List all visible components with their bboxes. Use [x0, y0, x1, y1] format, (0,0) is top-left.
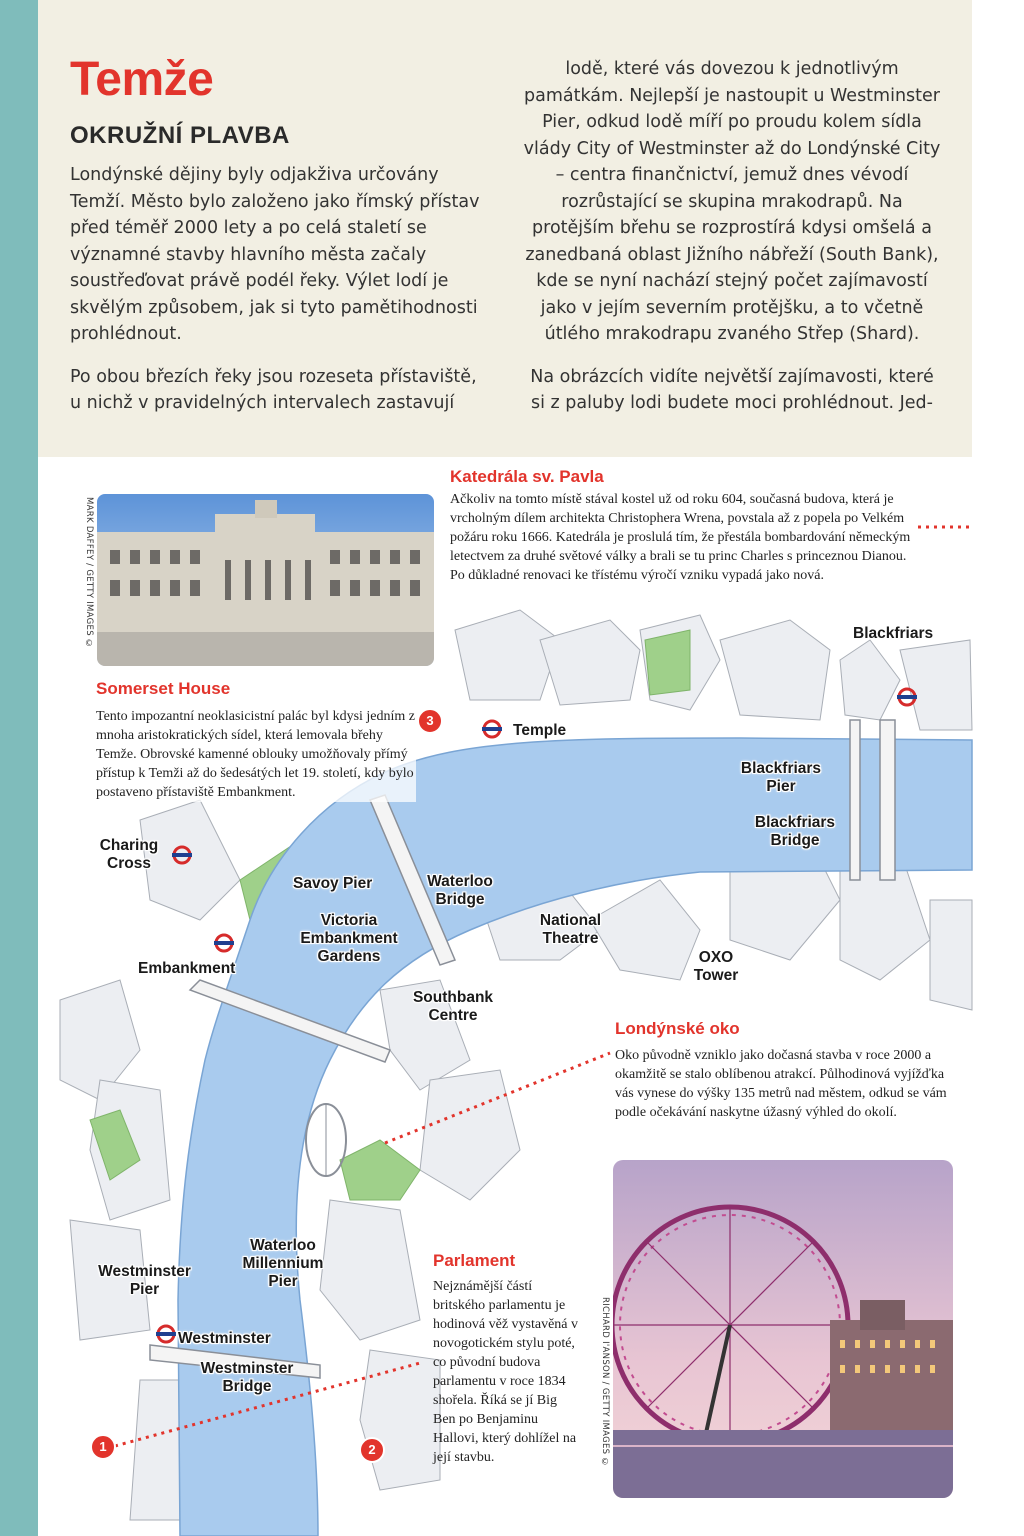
thames-map: [38, 457, 1024, 1536]
section-text-parlament: Nejznámější částí britského parlamentu je hodinová věž vystavěná v novogotickém stylu poté, co původní budova parlamentu v roce 1834 shořela. Říká se jí Big Ben po Benjaminu Hallovi, který dohlížel na její stavbu.: [433, 1279, 579, 1465]
photo-credit-somerset: MARK DAFFEY / GETTY IMAGES ©: [84, 497, 94, 650]
underground-icon: [897, 687, 917, 707]
map-london-eye: [306, 1104, 346, 1176]
marker-2[interactable]: 2: [359, 1437, 385, 1463]
section-title-pavel: Katedrála sv. Pavla: [450, 467, 604, 486]
underground-icon: [172, 845, 192, 865]
somerset-house-photo: [97, 494, 434, 666]
teal-side-bar: [0, 0, 38, 1536]
label-blackfriars-bridge: Blackfriars Bridge: [754, 814, 836, 849]
london-eye-photo: [612, 1160, 953, 1498]
section-text-pavel: Ačkoliv na tomto místě stával kostel už od roku 604, současná budova, která je vrcholným dílem architekta Christophera Wrena, povstala až z popela po Velkém požáru roku 1666. Katedrála je proslulá tím, že přestála bombardování německým letectvem za druhé světové války a brali se tu princ Charles s princeznou Dianou. Po důkladné renovaci ke třístému výročí vzniku vypadá jako nová.: [450, 492, 911, 583]
marker-3[interactable]: 3: [417, 708, 443, 734]
label-waterloo-millennium-pier: Waterloo Millennium Pier: [242, 1237, 324, 1290]
label-charing-cross: Charing Cross: [99, 837, 159, 872]
section-title-parlament: Parlament: [433, 1251, 516, 1270]
page-subtitle: OKRUŽNÍ PLAVBA: [70, 122, 290, 149]
intro-paragraph: Na obrázcích vidíte největší zajímavosti, které si z paluby lodi budete moci prohlédnout. Jed-: [530, 366, 934, 413]
label-blackfriars: Blackfriars: [853, 625, 934, 642]
label-westminster-pier: Westminster Pier: [98, 1263, 191, 1298]
label-waterloo-bridge: Waterloo Bridge: [427, 873, 493, 908]
label-national-theatre: National Theatre: [539, 912, 602, 947]
intro-paragraph: Po obou březích řeky jsou rozeseta přístaviště, u nichž v pravidelných intervalech zastavují: [70, 366, 477, 413]
intro-paragraph: lodě, které vás dovezou k jednotlivým památkám. Nejlepší je nastoupit u Westminster Pier, odkud lodě míří po proudu kolem sídla vlády City of Westminster až do Londýnské City – centra finančnictví, jemuž dnes vévodí rozrůstající se skupina mrakodrapů. Na protějším břehu se rozprostírá kdysi omšelá a zanedbaná oblast Jižního nábřeží (South Bank), kde se nyní nachází stejný počet zajímavostí jako v jejím severním protějšku, a to včetně útlého mrakodrapu zvaného Střep (Shard).: [523, 59, 941, 344]
label-temple: Temple: [513, 722, 567, 739]
label-westminster-bridge: Westminster Bridge: [200, 1360, 294, 1395]
underground-icon: [214, 933, 234, 953]
intro-column-1: [70, 162, 490, 433]
photo-credit-eye: RICHARD I'ANSON / GETTY IMAGES ©: [600, 1297, 610, 1468]
section-title-oko: Londýnské oko: [615, 1019, 740, 1038]
label-oxo-tower: OXO Tower: [693, 949, 739, 984]
page-title: Temže: [70, 53, 214, 106]
label-blackfriars-pier: Blackfriars Pier: [740, 760, 822, 795]
label-embankment: Embankment: [138, 960, 236, 977]
label-westminster: Westminster: [178, 1330, 271, 1347]
label-savoy-pier: Savoy Pier: [293, 875, 373, 892]
marker-1[interactable]: 1: [90, 1434, 116, 1460]
underground-icon: [156, 1324, 176, 1344]
underground-icon: [482, 719, 502, 739]
intro-paragraph: Londýnské dějiny byly odjakživa určovány Temží. Město bylo založeno jako římský přístav před téměř 2000 lety a po celá staletí se významné stavby hlavního města začaly soustřeďovat právě podél řeky. Výlet lodí je skvělým způsobem, jak si tyto pamětihodnosti prohlédnout.: [70, 165, 480, 344]
label-victoria-gardens: Victoria Embankment Gardens: [300, 912, 398, 965]
section-text-somerset: Tento impozantní neoklasicistní palác byl kdysi jedním z mnoha aristokratických sídel, která lemovala břehy Temže. Obrovské kamenné oblouky umožňovaly přímý přístup k Temži až do šedesátých let 19. století, kdy bylo postaveno přístaviště Embankment.: [96, 709, 416, 800]
label-southbank-centre: Southbank Centre: [412, 989, 494, 1024]
section-title-somerset: Somerset House: [96, 679, 231, 698]
intro-column-2: [522, 56, 942, 433]
section-text-oko: Oko původně vzniklo jako dočasná stavba v roce 2000 a okamžitě se stalo oblíbenou atrakcí. Půlhodinová vyjížďka vás vynese do výšky 135 metrů nad městem, odkud se vám podle očekávání naskytne úžasný výhled do okolí.: [615, 1048, 947, 1120]
